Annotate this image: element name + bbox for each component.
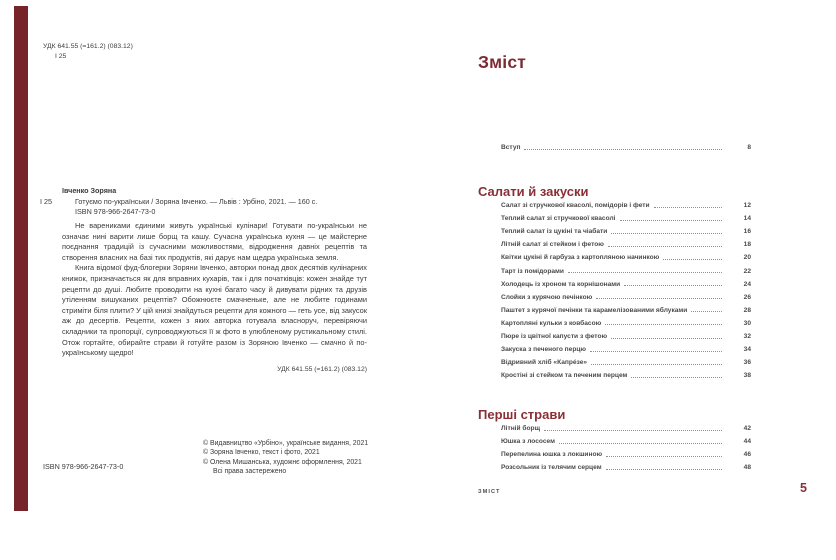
bibliographic-entry: Готуємо по-українськи / Зоряна Івченко. — Львів : Урбіно, 2021. — 160 с. bbox=[75, 196, 318, 206]
author-index-code: І 25 bbox=[55, 53, 67, 60]
toc-dot-leader bbox=[590, 351, 722, 352]
toc-entry-label: Закуска з печеного перцю bbox=[501, 346, 587, 354]
toc-entry-page-number: 20 bbox=[743, 254, 751, 262]
toc-row-intro[interactable] bbox=[501, 138, 751, 151]
toc-entry-page-number: 44 bbox=[743, 438, 751, 446]
copyright-designer: © Олена Мишанська, художнє оформлення, 2021 bbox=[203, 458, 362, 466]
isbn-number-bottom: ISBN 978-966-2647-73-0 bbox=[43, 462, 124, 471]
toc-dot-leader bbox=[620, 220, 723, 221]
toc-entry-page-number: 12 bbox=[743, 202, 751, 210]
toc-entry-page-number: 48 bbox=[743, 464, 751, 472]
toc-entry-label: Квітки цукіні й гарбуза з картопляною начинкою bbox=[501, 254, 660, 262]
toc-entry-label: Кростіні зі стейком та печеним перцем bbox=[501, 372, 628, 380]
toc-entry-page-number: 14 bbox=[743, 215, 751, 223]
toc-row[interactable] bbox=[501, 327, 751, 340]
toc-row[interactable] bbox=[501, 432, 751, 445]
toc-dot-leader bbox=[608, 246, 722, 247]
toc-entry-page-number: 42 bbox=[743, 425, 751, 433]
toc-dot-leader bbox=[544, 430, 722, 431]
toc-row[interactable] bbox=[501, 458, 751, 471]
toc-dot-leader bbox=[559, 443, 722, 444]
toc-entry-label: Вступ bbox=[501, 144, 521, 151]
margin-index-code: І 25 bbox=[40, 196, 52, 206]
toc-dot-leader bbox=[631, 377, 722, 378]
copyright-author: © Зоряна Івченко, текст і фото, 2021 bbox=[203, 449, 320, 457]
toc-dot-leader bbox=[611, 233, 722, 234]
toc-row[interactable] bbox=[501, 196, 751, 209]
toc-dot-leader bbox=[591, 364, 722, 365]
toc-entry-label: Розсольник із телячим серцем bbox=[501, 464, 602, 472]
annotation-paragraph-2: Книга відомої фуд-блогерки Зоряни Івченко, авторки понад двох десятків кулінарних книжок, призначається як для вправних кухарів, так і для початківців: кожен знайде тут рецепти до душі. Любите проводити на кухні багато часу й дивувати рідних та друзів утіленням вишуканих рецептів? Обожнюєте смачненьке, але не любите годинами стриміти біля плити? У цій книзі знайдуться рецепти для кожного — геть усе, від закусок аж до десертів. Рецепти, кожен з яких авторка готувала власноруч, перевіряючи складники та пропорції, супроводжуються її ж фото в улюбленому рустикальному стилі. Отож гортайте, обирайте страви й готуйте разом із Зоряною Івченко — смачно й по-українському щедро! bbox=[62, 263, 367, 358]
toc-entry-label: Картопляні кульки з ковбасою bbox=[501, 319, 602, 327]
toc-entry-label: Тарт із помідорами bbox=[501, 267, 564, 275]
toc-entry-label: Слойки з курячою печінкою bbox=[501, 293, 593, 301]
toc-entry-label: Юшка з лососем bbox=[501, 438, 555, 446]
toc-entry-page-number: 38 bbox=[743, 372, 751, 380]
udk-classification-top bbox=[43, 42, 133, 62]
toc-row[interactable] bbox=[501, 261, 751, 274]
toc-list-first-courses bbox=[501, 419, 751, 471]
udk-code: УДК 641.55 (=161.2) (083.12) bbox=[43, 43, 133, 50]
toc-dot-leader bbox=[606, 469, 722, 470]
toc-row[interactable] bbox=[501, 314, 751, 327]
rights-reserved-note: Всі права застережено bbox=[213, 467, 287, 475]
toc-row[interactable] bbox=[501, 288, 751, 301]
toc-entry-page-number: 24 bbox=[743, 280, 751, 288]
toc-entry-page-number: 32 bbox=[743, 333, 751, 341]
toc-dot-leader bbox=[524, 149, 722, 150]
toc-entry-page-number: 16 bbox=[743, 228, 751, 236]
toc-dot-leader bbox=[596, 298, 722, 299]
toc-row[interactable] bbox=[501, 275, 751, 288]
toc-dot-leader bbox=[611, 338, 722, 339]
toc-row[interactable] bbox=[501, 301, 751, 314]
copyright-block bbox=[203, 439, 368, 476]
copyright-publisher: © Видавництво «Урбіно», українське видання, 2021 bbox=[203, 440, 369, 447]
toc-entry-label: Теплий салат із цукіні та чіабати bbox=[501, 228, 608, 236]
toc-entry-page-number: 8 bbox=[747, 144, 751, 151]
toc-entry-page-number: 36 bbox=[743, 359, 751, 367]
toc-row[interactable] bbox=[501, 445, 751, 458]
toc-entry-label: Теплий салат зі стручкової квасолі bbox=[501, 215, 616, 223]
toc-entry-page-number: 22 bbox=[743, 267, 751, 275]
toc-entry-label: Перепелина юшка з локшиною bbox=[501, 451, 603, 459]
bibliographic-block bbox=[40, 186, 400, 218]
toc-entry-page-number: 46 bbox=[743, 451, 751, 459]
udk-classification-bottom: УДК 641.55 (=161.2) (083.12) bbox=[277, 366, 367, 373]
toc-row[interactable] bbox=[501, 340, 751, 353]
page-number: 5 bbox=[800, 481, 807, 495]
toc-row[interactable] bbox=[501, 209, 751, 222]
toc-entry-label: Літній салат зі стейком і фетою bbox=[501, 241, 604, 249]
toc-dot-leader bbox=[568, 272, 722, 273]
toc-section-heading-salads: Салати й закуски bbox=[478, 183, 589, 199]
toc-row[interactable] bbox=[501, 222, 751, 235]
toc-row[interactable] bbox=[501, 235, 751, 248]
toc-row[interactable] bbox=[501, 366, 751, 379]
toc-entry-page-number: 28 bbox=[743, 306, 751, 314]
toc-entry-label: Холодець із хроном та корнішонами bbox=[501, 280, 621, 288]
contents-title: Зміст bbox=[478, 51, 527, 72]
toc-entry-label: Пюре із цвітної капусти з фетою bbox=[501, 333, 608, 341]
toc-entry-page-number: 30 bbox=[743, 319, 751, 327]
book-annotation bbox=[62, 221, 367, 359]
toc-dot-leader bbox=[654, 207, 722, 208]
toc-entry-page-number: 34 bbox=[743, 346, 751, 354]
toc-row[interactable] bbox=[501, 419, 751, 432]
page-edge-accent-bar bbox=[14, 6, 28, 511]
toc-dot-leader bbox=[624, 285, 722, 286]
toc-dot-leader bbox=[606, 456, 722, 457]
toc-row[interactable] bbox=[501, 248, 751, 261]
toc-section-heading-first-courses: Перші страви bbox=[478, 406, 566, 422]
toc-entry-page-number: 18 bbox=[743, 241, 751, 249]
toc-entry-label: Паштет з курячої печінки та карамелізованими яблуками bbox=[501, 306, 688, 314]
toc-entry-label: Відривний хліб «Капрéзе» bbox=[501, 359, 588, 367]
isbn-number: ISBN 978-966-2647-73-0 bbox=[75, 207, 156, 216]
author-name: Івченко Зоряна bbox=[62, 186, 117, 195]
toc-entry-page-number: 26 bbox=[743, 293, 751, 301]
toc-dot-leader bbox=[663, 259, 722, 260]
toc-entry-label: Салат зі стручкової квасолі, помідорів і фети bbox=[501, 202, 650, 210]
toc-list-salads bbox=[501, 196, 751, 379]
running-footer-label: ЗМІСТ bbox=[478, 489, 501, 495]
toc-entry-label: Літній борщ bbox=[501, 425, 541, 433]
toc-dot-leader bbox=[605, 324, 722, 325]
annotation-paragraph-1: Не варениками єдиними живуть українські кулінари! Готувати по-українськи не означає нині варити лише борщ та кашу. Сучасна українська кухня — це майстерне поєднання традицій із сучасними можливостями, відродження давніх рецептів та створення власних на базі тих продуктів, які дарує нам щедра українська земля. bbox=[62, 221, 367, 262]
toc-row[interactable] bbox=[501, 353, 751, 366]
toc-dot-leader bbox=[691, 311, 722, 312]
